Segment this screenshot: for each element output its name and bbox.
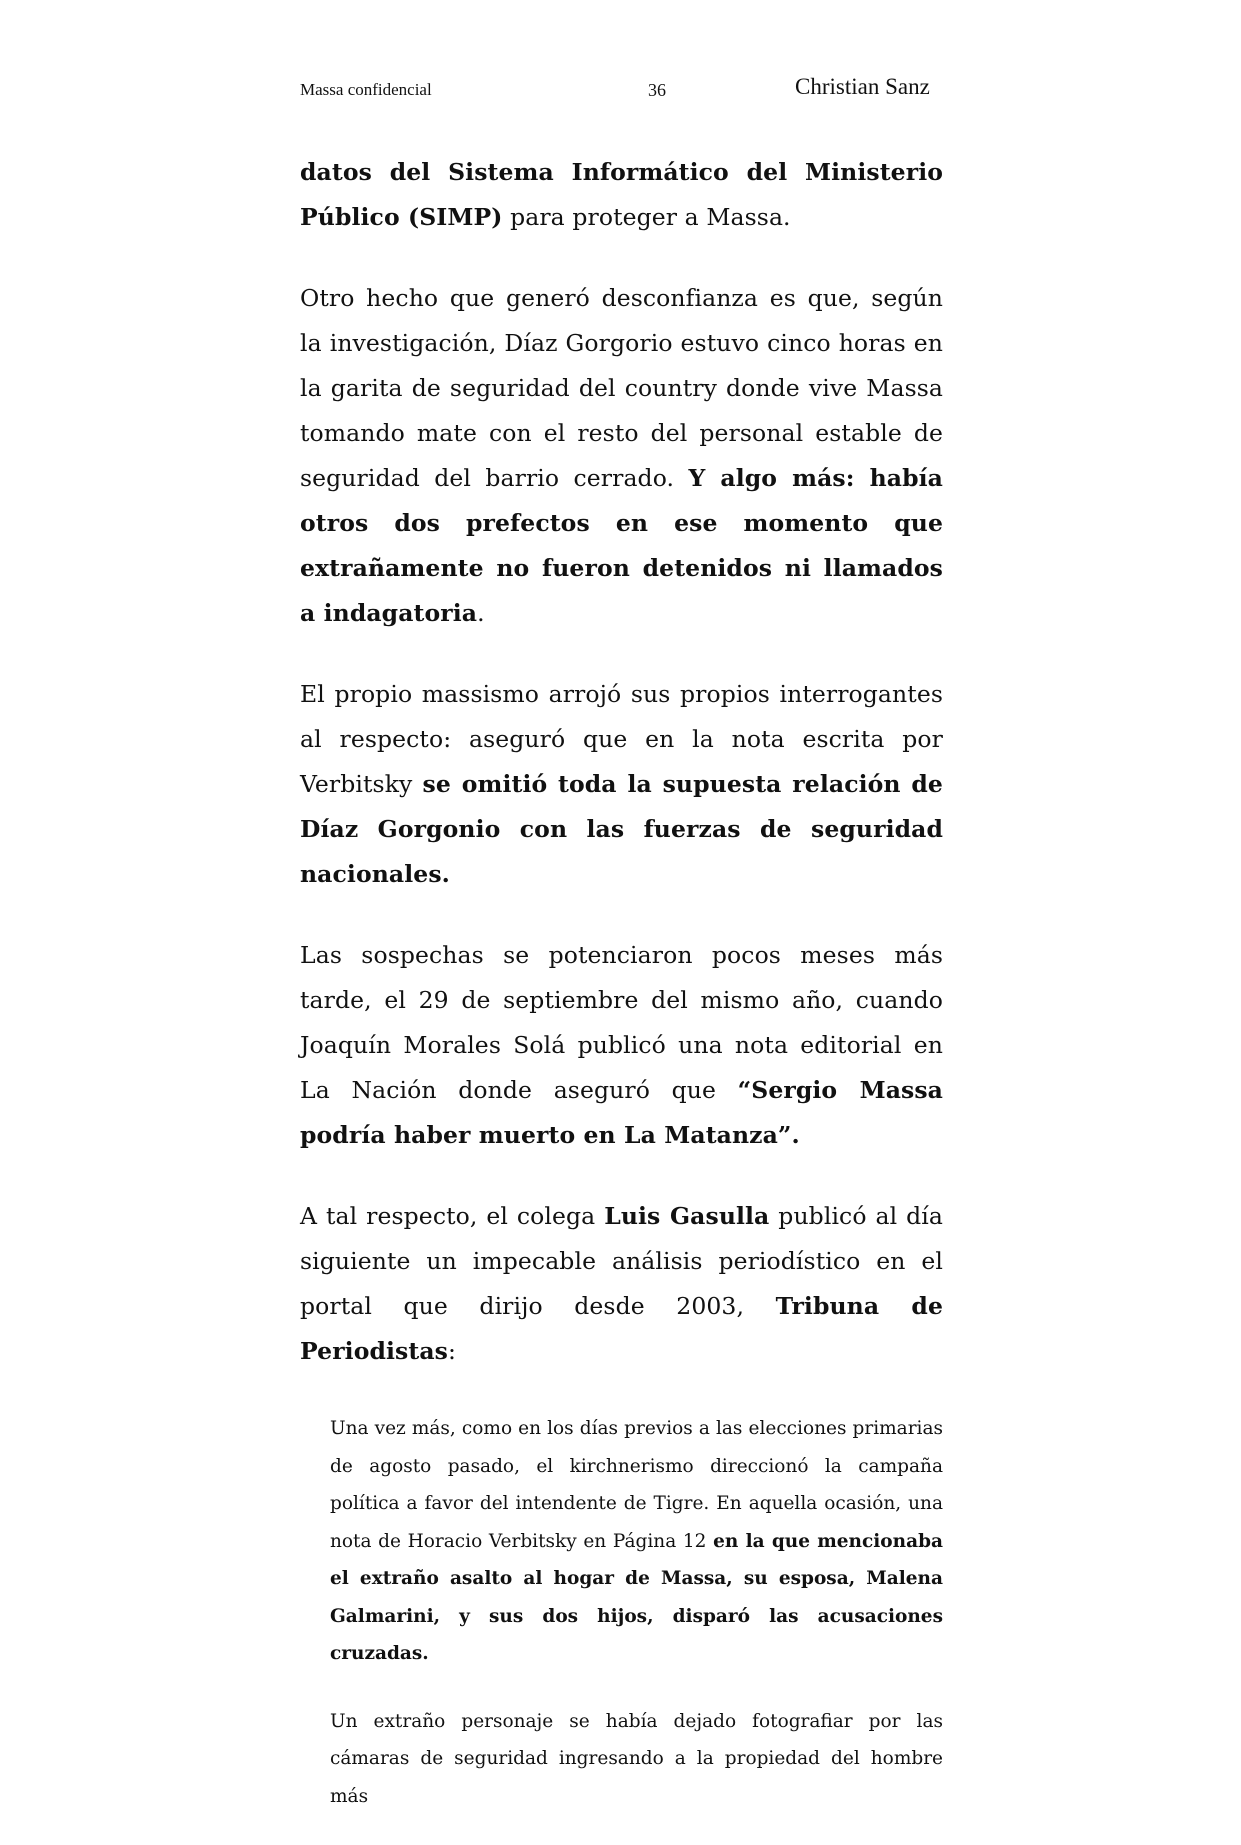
bold-text: datos del Sistema Informático del Ministerio Público (SIMP) (300, 158, 943, 231)
block-quote-1 (330, 1410, 943, 1673)
bold-name: Luis Gasulla (604, 1202, 770, 1230)
paragraph-4 (300, 933, 943, 1158)
block-quote-2 (330, 1703, 943, 1816)
bold-portal-name: Tribuna de Periodistas (300, 1292, 943, 1365)
bold-text: en la que mencionaba el extraño asalto al hogar de Massa, su esposa, Malena Galmarini, y sus dos hijos, disparó las acusaciones cruzadas. (330, 1530, 943, 1664)
bold-text: se omitió toda la supuesta relación de Díaz Gorgonio con las fuerzas de seguridad nacionales. (300, 770, 943, 888)
page-number: 36 (648, 80, 666, 100)
text: . (477, 599, 485, 627)
text: : (447, 1337, 457, 1365)
text: para proteger a Massa. (502, 203, 791, 231)
text: publicó al día siguiente un impecable análisis periodístico en el portal que dirijo desde 2003, (300, 1202, 943, 1320)
body-text (300, 150, 943, 1845)
bold-text: Y algo más: había otros dos prefectos en ese momento que extrañamente no fueron detenidos ni llamados a indagatoria (300, 464, 943, 627)
text: Otro hecho que generó desconfianza es que, según la investigación, Díaz Gorgorio estuvo cinco horas en la garita de seguridad del country donde vive Massa tomando mate con el resto del personal estable de seguridad del barrio cerrado. (300, 284, 943, 492)
paragraph-5 (300, 1194, 943, 1374)
running-header-title: Massa confidencial (300, 80, 432, 99)
text: Un extraño personaje se había dejado fotografiar por las cámaras de seguridad ingresando a la propiedad del hombre más (330, 1710, 943, 1807)
paragraph-1 (300, 150, 943, 240)
text: El propio massismo arrojó sus propios interrogantes al respecto: aseguró que en la nota escrita por Verbitsky (300, 680, 943, 798)
text: A tal respecto, el colega (300, 1202, 605, 1230)
paragraph-3 (300, 672, 943, 897)
bold-text: “Sergio Massa podría haber muerto en La Matanza”. (300, 1076, 944, 1149)
paragraph-2 (300, 276, 943, 636)
text: Las sospechas se potenciaron pocos meses más tarde, el 29 de septiembre del mismo año, cuando Joaquín Morales Solá publicó una nota editorial en La Nación donde aseguró que (300, 941, 943, 1104)
running-header-author: Christian Sanz (795, 74, 930, 99)
text: Una vez más, como en los días previos a las elecciones primarias de agosto pasado, el kirchnerismo direccionó la campaña política a favor del intendente de Tigre. En aquella ocasión, una nota de Horacio Verbitsky en Página 12 (330, 1418, 943, 1552)
